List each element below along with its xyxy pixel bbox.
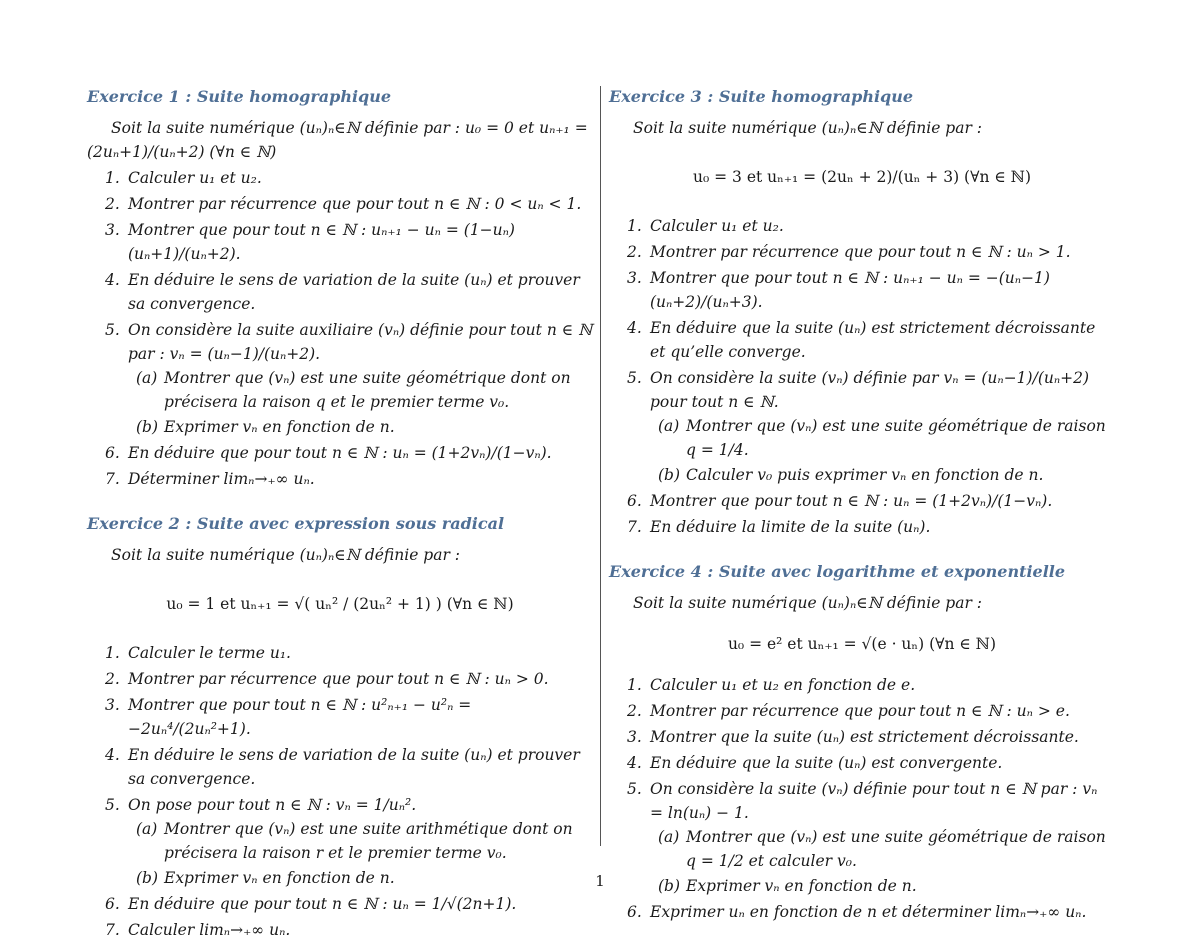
item-text: Montrer par récurrence que pour tout n ∈ ℕ : uₙ > e. [650,702,1070,720]
item-text: Montrer par récurrence que pour tout n ∈ ℕ : 0 < uₙ < 1. [128,195,582,213]
item-text: Montrer que pour tout n ∈ ℕ : u²ₙ₊₁ − u²ₙ = −2uₙ⁴/(2uₙ²+1). [128,696,472,738]
sub-item-text: Montrer que (vₙ) est une suite arithmétique dont on précisera la raison r et le premier terme v₀. [164,820,573,862]
item-text: En déduire que la suite (uₙ) est convergente. [650,754,1003,772]
item-number: 5. [627,369,642,387]
item-text: On considère la suite auxiliaire (vₙ) définie pour tout n ∈ ℕ par : vₙ = (uₙ−1)/(uₙ+2). [128,321,593,363]
sub-item-text: Exprimer vₙ en fonction de n. [164,869,395,887]
item-text: Montrer que pour tout n ∈ ℕ : uₙ₊₁ − uₙ = −(uₙ−1)(uₙ+2)/(uₙ+3). [650,269,1050,311]
item-number: 6. [105,444,120,462]
item-number: 1. [627,217,642,235]
exercise-2-definition: u₀ = 1 et uₙ₊₁ = √( uₙ² / (2uₙ² + 1) ) (∀n ∈ ℕ) [166,595,514,613]
left-column [87,84,593,944]
exercise-4 [609,559,1115,924]
exercise-4-title: Exercice 4 : Suite avec logarithme et exponentielle [609,562,1066,581]
list-item [87,467,593,491]
sub-item [650,414,1115,462]
item-number: 7. [105,921,120,939]
exercise-3 [609,84,1115,539]
list-item [609,900,1115,924]
list-item [609,673,1115,697]
item-text: En déduire que pour tout n ∈ ℕ : uₙ = 1/√(2n+1). [128,895,517,913]
sub-item-label: (a) [658,828,680,846]
exercise-2-intro: Soit la suite numérique (uₙ)ₙ∈ℕ définie par : [111,546,461,564]
item-text: Calculer u₁ et u₂ en fonction de e. [650,676,916,694]
list-item [87,918,593,942]
item-number: 5. [627,780,642,798]
sub-item-label: (a) [658,417,680,435]
item-text: On considère la suite (vₙ) définie pour tout n ∈ ℕ par : vₙ = ln(uₙ) − 1. [650,780,1098,822]
item-text: En déduire le sens de variation de la suite (uₙ) et prouver sa convergence. [128,746,580,788]
exercise-1 [87,84,593,491]
item-number: 7. [627,518,642,536]
item-text: Calculer limₙ→₊∞ uₙ. [128,921,291,939]
item-text: En déduire la limite de la suite (uₙ). [650,518,931,536]
item-number: 4. [105,746,120,764]
item-number: 1. [105,169,120,187]
item-text: Calculer u₁ et u₂. [650,217,784,235]
list-item [609,751,1115,775]
item-text: En déduire le sens de variation de la suite (uₙ) et prouver sa convergence. [128,271,580,313]
sub-item [128,817,593,865]
item-number: 3. [627,728,642,746]
item-number: 3. [105,221,120,239]
list-item [609,725,1115,749]
list-item [87,892,593,916]
right-column [609,84,1115,926]
item-text: Calculer u₁ et u₂. [128,169,262,187]
item-text: Exprimer uₙ en fonction de n et déterminer limₙ→₊∞ uₙ. [650,903,1087,921]
item-number: 2. [105,670,120,688]
exercise-4-definition: u₀ = e² et uₙ₊₁ = √(e · uₙ) (∀n ∈ ℕ) [727,635,997,653]
list-item [87,641,593,665]
item-number: 6. [627,903,642,921]
sub-item-label: (b) [136,418,159,436]
item-text: On considère la suite (vₙ) définie par vₙ = (uₙ−1)/(uₙ+2) pour tout n ∈ ℕ. [650,369,1090,411]
list-item [87,166,593,190]
item-number: 3. [627,269,642,287]
list-item [609,266,1115,314]
item-text: Déterminer limₙ→₊∞ uₙ. [128,470,315,488]
sub-item-label: (a) [136,820,158,838]
item-number: 5. [105,321,120,339]
item-text: En déduire que la suite (uₙ) est strictement décroissante et qu’elle converge. [650,319,1096,361]
item-text: Montrer que la suite (uₙ) est strictement décroissante. [650,728,1079,746]
sub-item-text: Montrer que (vₙ) est une suite géométrique de raison q = 1/4. [686,417,1106,459]
item-text: Montrer que pour tout n ∈ ℕ : uₙ = (1+2vₙ)/(1−vₙ). [650,492,1053,510]
list-item [609,214,1115,238]
sub-item [128,415,593,439]
sub-item-text: Montrer que (vₙ) est une suite géométrique de raison q = 1/2 et calculer v₀. [686,828,1106,870]
list-item [609,366,1115,487]
sub-item-label: (a) [136,369,158,387]
list-item [87,743,593,791]
list-item [609,699,1115,723]
item-text: En déduire que pour tout n ∈ ℕ : uₙ = (1+2vₙ)/(1−vₙ). [128,444,552,462]
item-number: 1. [627,676,642,694]
item-number: 4. [627,754,642,772]
item-number: 2. [627,243,642,261]
item-text: On pose pour tout n ∈ ℕ : vₙ = 1/uₙ². [128,796,417,814]
list-item [87,441,593,465]
list-item [609,240,1115,264]
exercise-3-title: Exercice 3 : Suite homographique [609,87,914,106]
list-item [87,218,593,266]
list-item [87,318,593,439]
page-number: 1 [595,872,605,890]
exercise-2-title: Exercice 2 : Suite avec expression sous radical [87,514,505,533]
sub-item [650,825,1115,873]
item-number: 2. [627,702,642,720]
list-item [87,693,593,741]
sub-item-text: Exprimer vₙ en fonction de n. [686,877,917,895]
item-text: Montrer par récurrence que pour tout n ∈ ℕ : uₙ > 1. [650,243,1071,261]
list-item [87,268,593,316]
item-number: 6. [627,492,642,510]
item-number: 1. [105,644,120,662]
item-text: Montrer que pour tout n ∈ ℕ : uₙ₊₁ − uₙ = (1−uₙ)(uₙ+1)/(uₙ+2). [128,221,515,263]
item-number: 6. [105,895,120,913]
sub-item [650,463,1115,487]
exercise-3-intro: Soit la suite numérique (uₙ)ₙ∈ℕ définie par : [633,119,983,137]
item-text: Calculer le terme u₁. [128,644,291,662]
item-number: 5. [105,796,120,814]
sub-item-text: Exprimer vₙ en fonction de n. [164,418,395,436]
sub-item-label: (b) [136,869,159,887]
list-item [609,515,1115,539]
sub-item [128,366,593,414]
column-divider [600,86,601,846]
exercise-3-definition: u₀ = 3 et uₙ₊₁ = (2uₙ + 2)/(uₙ + 3) (∀n ∈ ℕ) [693,168,1031,186]
list-item [87,667,593,691]
item-number: 3. [105,696,120,714]
list-item [609,316,1115,364]
item-number: 2. [105,195,120,213]
item-text: Montrer par récurrence que pour tout n ∈ ℕ : uₙ > 0. [128,670,549,688]
item-number: 7. [105,470,120,488]
sub-item-label: (b) [658,877,681,895]
list-item [609,489,1115,513]
sub-item-text: Montrer que (vₙ) est une suite géométrique dont on précisera la raison q et le premier terme v₀. [164,369,571,411]
list-item [87,192,593,216]
sub-item-text: Calculer v₀ puis exprimer vₙ en fonction de n. [686,466,1044,484]
exercise-1-intro: Soit la suite numérique (uₙ)ₙ∈ℕ définie par : u₀ = 0 et uₙ₊₁ = (2uₙ+1)/(uₙ+2) (∀n ∈ ℕ) [87,119,588,161]
item-number: 4. [105,271,120,289]
exercise-1-title: Exercice 1 : Suite homographique [87,87,392,106]
sub-item-label: (b) [658,466,681,484]
exercise-4-intro: Soit la suite numérique (uₙ)ₙ∈ℕ définie par : [633,594,983,612]
item-number: 4. [627,319,642,337]
